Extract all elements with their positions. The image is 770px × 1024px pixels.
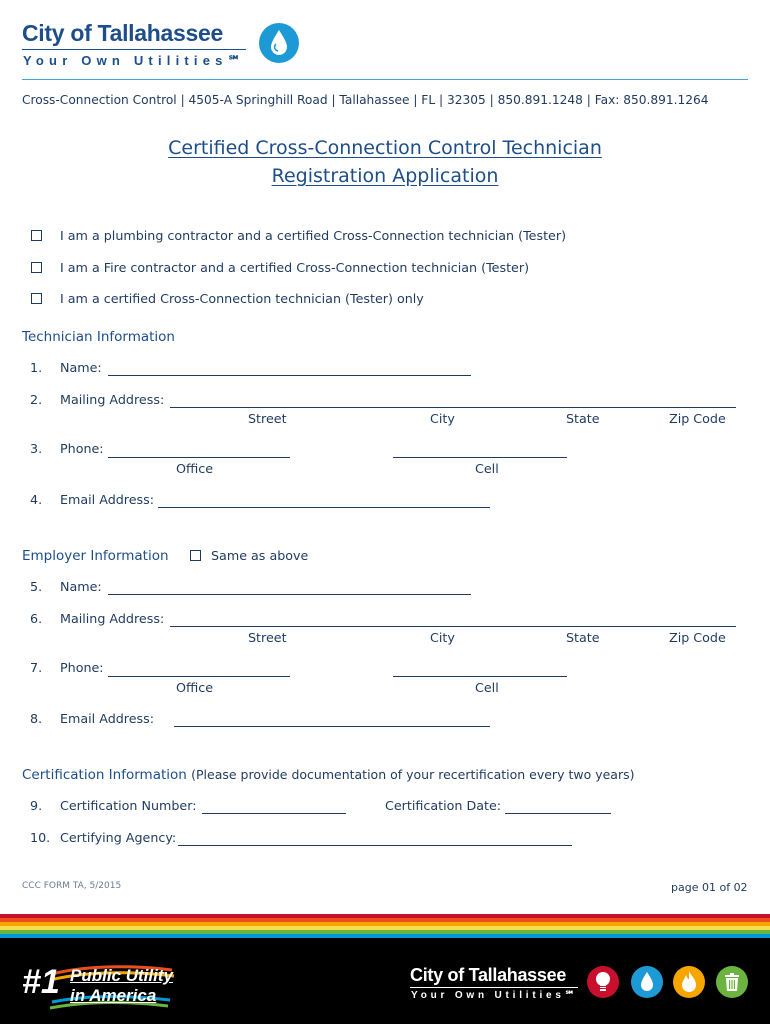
option-plumbing-contractor-label: I am a plumbing contractor and a certified Cross-Connection technician (Tester) xyxy=(60,228,567,243)
q6-number: 6. xyxy=(30,611,43,626)
lightbulb-icon xyxy=(587,966,619,998)
employer-name-label: Name: xyxy=(60,579,102,594)
employer-office-phone-field[interactable] xyxy=(108,676,290,677)
water-drop-icon xyxy=(631,966,663,998)
employer-state-caption: State xyxy=(566,630,600,645)
technician-zip-caption: Zip Code xyxy=(669,411,726,426)
technician-mailing-address-field[interactable] xyxy=(170,407,736,408)
technician-section-heading: Technician Information xyxy=(22,329,175,345)
q7-number: 7. xyxy=(30,660,43,675)
technician-office-phone-field[interactable] xyxy=(108,457,290,458)
certification-date-label: Certification Date: xyxy=(385,798,502,813)
option-technician-only-checkbox[interactable] xyxy=(31,293,42,304)
option-fire-contractor-label: I am a Fire contractor and a certified Cross-Connection technician (Tester) xyxy=(60,260,530,275)
footer-logo-title: City of Tallahassee xyxy=(410,965,567,985)
document-title-line2: Registration Application xyxy=(271,165,499,187)
footer-logo-divider xyxy=(410,987,578,988)
option-technician-only-label: I am a certified Cross-Connection technician (Tester) only xyxy=(60,291,424,306)
technician-name-label: Name: xyxy=(60,360,102,375)
employer-phone-label: Phone: xyxy=(60,660,104,675)
certifying-agency-label: Certifying Agency: xyxy=(60,830,177,845)
q2-number: 2. xyxy=(30,392,43,407)
q9-number: 9. xyxy=(30,798,43,813)
employer-office-caption: Office xyxy=(176,680,214,695)
certification-date-field[interactable] xyxy=(505,813,611,814)
employer-city-caption: City xyxy=(430,630,455,645)
public-utility-hash: #1 xyxy=(22,963,60,1001)
technician-phone-label: Phone: xyxy=(60,441,104,456)
color-stripes xyxy=(0,914,770,938)
q4-number: 4. xyxy=(30,492,43,507)
footer-logo-tagline: Your Own Utilities℠ xyxy=(411,990,579,1001)
employer-mailing-address-label: Mailing Address: xyxy=(60,611,165,626)
certification-number-field[interactable] xyxy=(202,813,346,814)
employer-street-caption: Street xyxy=(248,630,287,645)
employer-email-label: Email Address: xyxy=(60,711,155,726)
technician-cell-caption: Cell xyxy=(475,461,499,476)
q1-number: 1. xyxy=(30,360,43,375)
certification-note: (Please provide documentation of your recertification every two years) xyxy=(191,767,635,782)
same-as-above-label: Same as above xyxy=(211,548,309,563)
certification-number-label: Certification Number: xyxy=(60,798,197,813)
certifying-agency-field[interactable] xyxy=(178,845,572,846)
employer-cell-caption: Cell xyxy=(475,680,499,695)
certification-section-heading xyxy=(22,767,634,783)
trash-can-icon xyxy=(716,966,748,998)
public-utility-line2: in America xyxy=(70,986,157,1005)
employer-cell-phone-field[interactable] xyxy=(393,676,567,677)
employer-name-field[interactable] xyxy=(108,594,471,595)
employer-section-heading: Employer Information xyxy=(22,548,169,564)
technician-email-label: Email Address: xyxy=(60,492,155,507)
option-fire-contractor-checkbox[interactable] xyxy=(31,262,42,273)
city-logo-title: City of Tallahassee xyxy=(22,20,223,46)
technician-name-field[interactable] xyxy=(108,375,471,376)
water-drop-logo-icon xyxy=(258,22,300,64)
q8-number: 8. xyxy=(30,711,43,726)
q5-number: 5. xyxy=(30,579,43,594)
public-utility-line1: Public Utility xyxy=(70,966,173,985)
header-divider xyxy=(22,79,748,80)
document-title-line1: Certified Cross-Connection Control Technician xyxy=(168,137,602,159)
technician-city-caption: City xyxy=(430,411,455,426)
city-logo-tagline: Your Own Utilities℠ xyxy=(23,53,247,68)
technician-state-caption: State xyxy=(566,411,600,426)
contact-address-line: Cross-Connection Control | 4505-A Springhill Road | Tallahassee | FL | 32305 | 850.891.1248 | Fax: 850.891.1264 xyxy=(22,93,709,107)
certification-heading-text: Certification Information xyxy=(22,767,187,783)
option-plumbing-contractor-checkbox[interactable] xyxy=(31,230,42,241)
technician-office-caption: Office xyxy=(176,461,214,476)
employer-zip-caption: Zip Code xyxy=(669,630,726,645)
employer-email-field[interactable] xyxy=(174,726,490,727)
form-id: CCC FORM TA, 5/2015 xyxy=(22,881,122,891)
technician-street-caption: Street xyxy=(248,411,287,426)
q10-number: 10. xyxy=(30,830,51,845)
technician-cell-phone-field[interactable] xyxy=(393,457,567,458)
flame-icon xyxy=(673,966,705,998)
technician-mailing-address-label: Mailing Address: xyxy=(60,392,165,407)
technician-email-field[interactable] xyxy=(158,507,490,508)
logo-divider xyxy=(22,49,246,50)
q3-number: 3. xyxy=(30,441,43,456)
employer-mailing-address-field[interactable] xyxy=(170,626,736,627)
page-number: page 01 of 02 xyxy=(671,881,748,894)
same-as-above-checkbox[interactable] xyxy=(190,550,201,561)
